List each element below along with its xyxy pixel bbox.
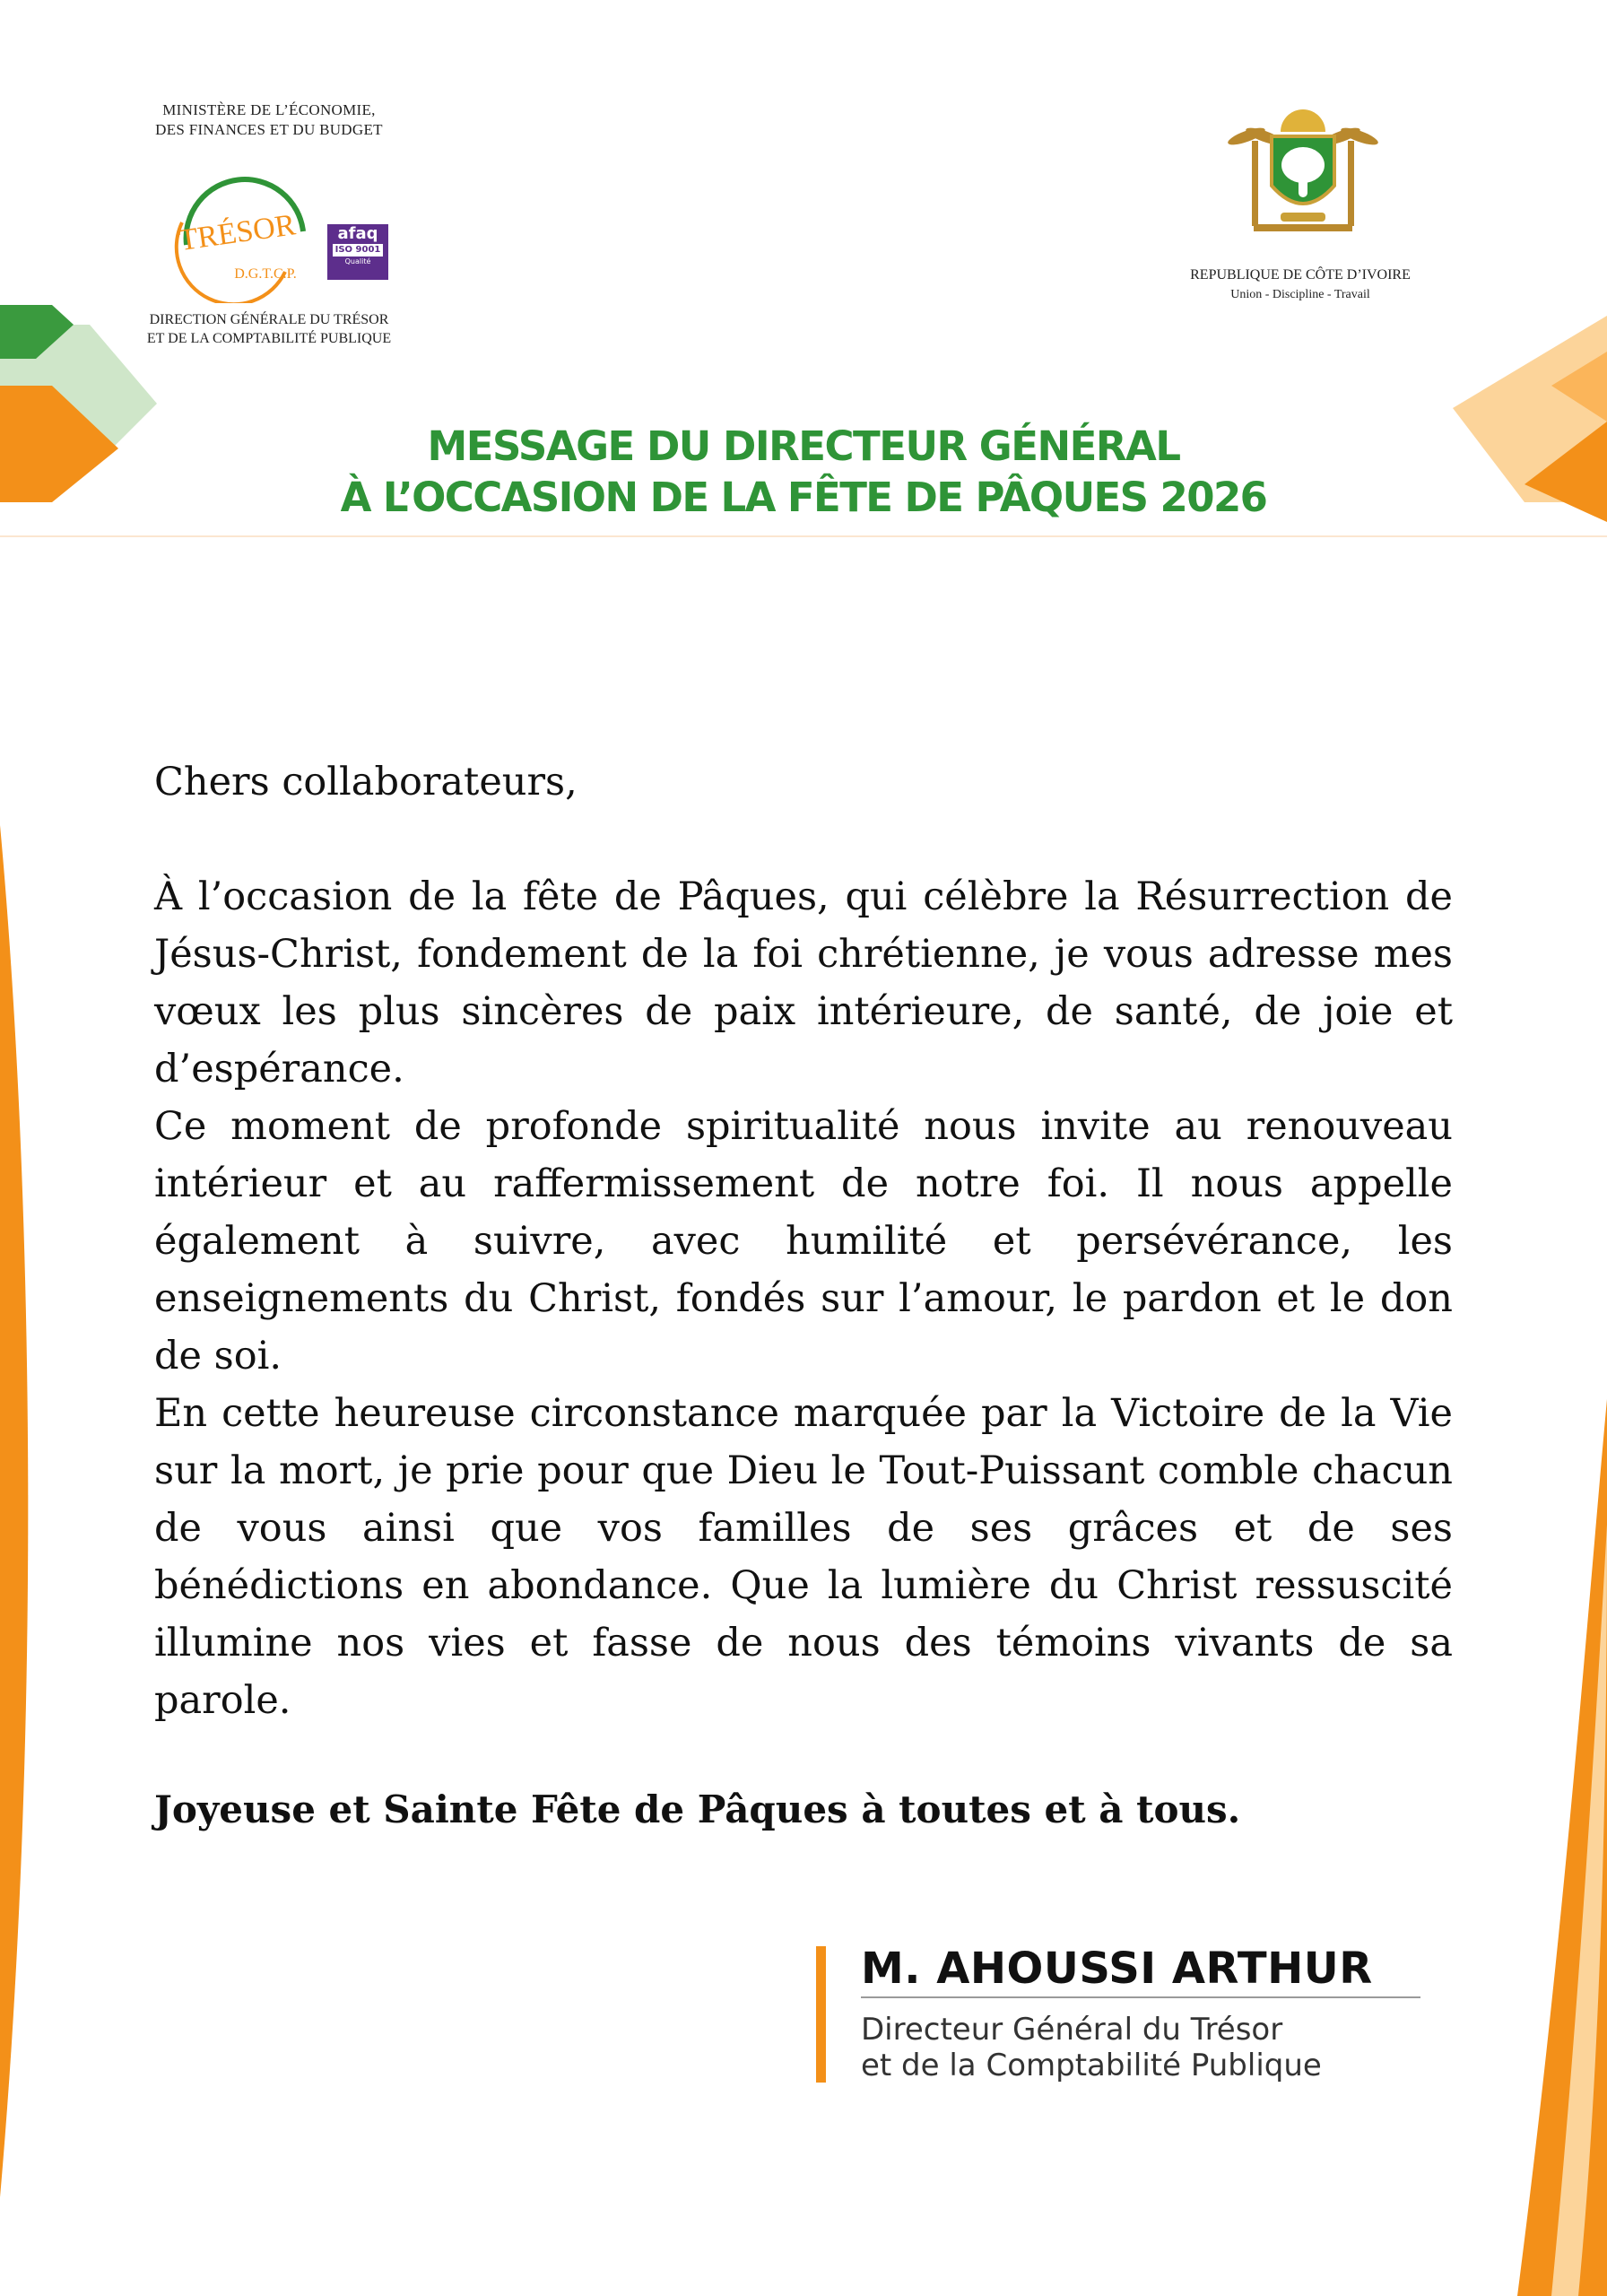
ministry-line-1: MINISTÈRE DE L’ÉCONOMIE, bbox=[162, 101, 376, 118]
signatory-name: M. AHOUSSI ARTHUR bbox=[861, 1944, 1373, 1994]
direction-line-2: ET DE LA COMPTABILITÉ PUBLIQUE bbox=[146, 331, 392, 346]
title-line-2: À L’OCCASION DE LA FÊTE DE PÂQUES 2026 bbox=[340, 474, 1267, 521]
left-orange-swoosh bbox=[0, 825, 28, 2197]
page-title bbox=[269, 422, 1338, 524]
letter-closing: Joyeuse et Sainte Fête de Pâques à toutes et à tous. bbox=[154, 1787, 1241, 1831]
signatory-role-line-2: et de la Comptabilité Publique bbox=[861, 2048, 1322, 2083]
tresor-logo bbox=[160, 160, 312, 303]
signature-divider bbox=[861, 1996, 1420, 1998]
republic-header bbox=[1139, 265, 1462, 305]
title-divider bbox=[0, 535, 1607, 537]
ministry-header bbox=[90, 100, 448, 140]
letter-paragraph: En cette heureuse circonstance marquée par la Victoire de la Vie sur la mort, je prie pour que Dieu le Tout-Puissant comble chacun de vous ainsi que vos familles de ses grâces et de ses bénédictions en abondance. Que la lumière du Christ ressuscité illumine nos vies et fasse de nous des témoins vivants de sa parole. bbox=[154, 1391, 1453, 1723]
letter-salutation: Chers collaborateurs, bbox=[154, 760, 578, 804]
iso-text: ISO 9001 bbox=[333, 244, 383, 257]
title-line-1: MESSAGE DU DIRECTEUR GÉNÉRAL bbox=[427, 422, 1180, 470]
letter-body bbox=[154, 753, 1453, 1729]
republic-motto: Union - Discipline - Travail bbox=[1230, 288, 1370, 301]
signature-accent-bar bbox=[816, 1946, 826, 2083]
afaq-iso-badge bbox=[327, 224, 388, 280]
letter-paragraph: Ce moment de profonde spiritualité nous invite au renouveau intérieur et au raffermissement de notre foi. Il nous appelle également à suivre, avec humilité et persévérance, les enseignements du Christ, fondés sur l’amour, le pardon et le don de soi. bbox=[154, 1104, 1453, 1378]
afaq-text: afaq bbox=[337, 224, 378, 243]
tresor-logo-text: TRÉSOR bbox=[177, 208, 298, 257]
letter-paragraph: À l’occasion de la fête de Pâques, qui célèbre la Résurrection de Jésus-Christ, fondement de la foi chrétienne, je vous adresse mes vœux les plus sincères de paix intérieure, de santé, de joie et d’espérance. bbox=[154, 874, 1453, 1091]
signatory-role-line-1: Directeur Général du Trésor bbox=[861, 2012, 1283, 2048]
coat-of-arms-emblem bbox=[1227, 100, 1379, 244]
republic-name: REPUBLIQUE DE CÔTE D’IVOIRE bbox=[1190, 267, 1411, 283]
ministry-line-2: DES FINANCES ET DU BUDGET bbox=[155, 121, 383, 138]
direction-line-1: DIRECTION GÉNÉRALE DU TRÉSOR bbox=[149, 312, 389, 327]
signatory-role bbox=[861, 2012, 1322, 2083]
direction-header bbox=[90, 310, 448, 348]
iso-sub: Qualité bbox=[344, 257, 371, 265]
tresor-logo-sub: D.G.T.C.P. bbox=[234, 266, 297, 282]
